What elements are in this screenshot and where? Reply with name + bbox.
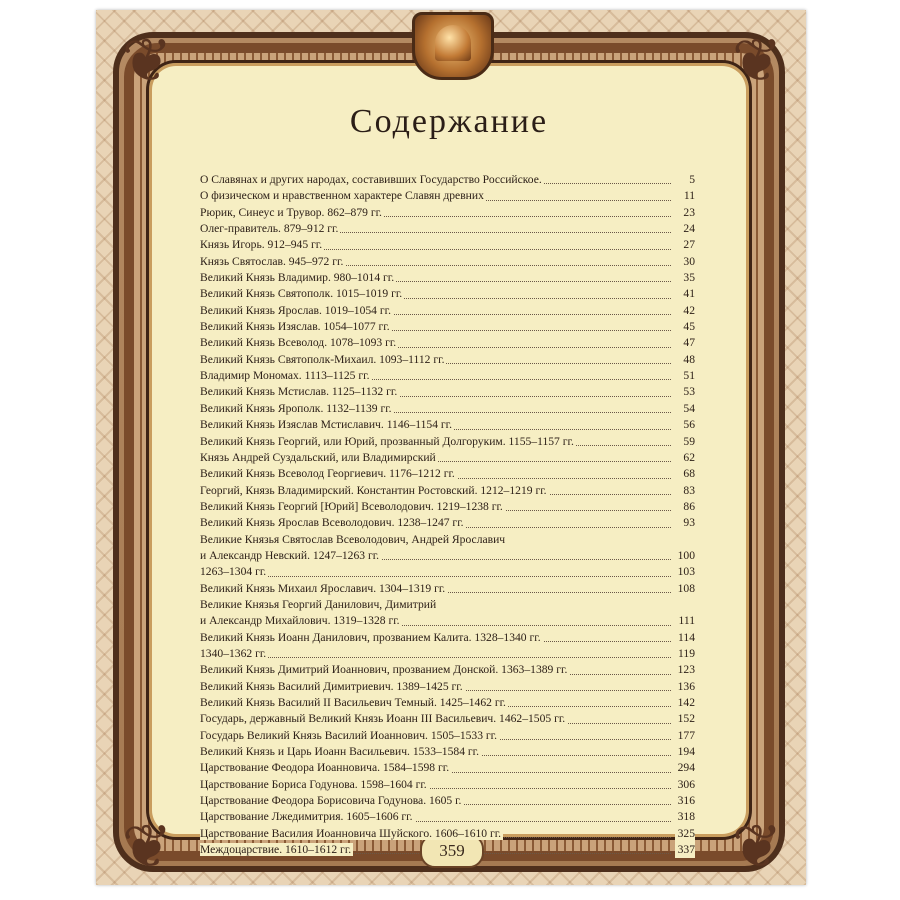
toc-entry[interactable] [200, 237, 695, 253]
toc-entry[interactable] [200, 434, 695, 450]
toc-entry-page: 103 [675, 564, 695, 580]
toc-entry[interactable] [200, 777, 695, 793]
toc-entry-page: 337 [675, 842, 695, 858]
toc-entry-page: 86 [680, 499, 695, 515]
toc-entry-title: Великие Князья Георгий Данилович, Димитрий [200, 597, 437, 611]
toc-entry-title: О Славянах и других народах, составивших Государство Российское. [200, 173, 542, 186]
toc-entry-title: Владимир Мономах. 1113–1125 гг. [200, 369, 370, 383]
toc-entry-title: Царствование Василия Иоанновича Шуйского. 1606–1610 гг. [200, 826, 502, 840]
toc-entry-title: Великие Князья Святослав Всеволодович, Андрей Ярославич [200, 532, 506, 546]
toc-entry[interactable] [200, 335, 695, 351]
toc-entry-title: Великий Князь Ярослав Всеволодович. 1238–1247 гг. [200, 516, 464, 530]
toc-entry-page: 42 [680, 303, 695, 319]
toc-entry-title: Государь Великий Князь Василий Иоаннович. 1505–1533 гг. [200, 728, 498, 742]
toc-entry-page: 35 [680, 270, 695, 286]
toc-entry[interactable] [200, 679, 695, 695]
toc-entry[interactable] [200, 793, 695, 809]
toc-entry-page: 45 [680, 319, 695, 335]
toc-entry-title: Царствование Бориса Годунова. 1598–1604 гг. [200, 777, 427, 791]
toc-entry-title: Великий Князь Мстислав. 1125–1132 гг. [200, 385, 398, 399]
toc-entry-page: 11 [681, 188, 695, 204]
toc-entry-title: Великий Князь Всеволод Георгиевич. 1176–1212 гг. [200, 467, 455, 481]
toc-entry-title: Великий Князь Ярослав. 1019–1054 гг. [200, 303, 391, 317]
toc-entry[interactable] [200, 417, 695, 433]
corner-ornament-icon: ❦ [731, 28, 783, 94]
toc-entry[interactable] [200, 499, 695, 515]
toc-entry[interactable] [200, 221, 695, 237]
toc-entry-title: Великий Князь и Царь Иоанн Васильевич. 1533–1584 гг. [200, 745, 479, 759]
toc-entry-title: Великий Князь Михаил Ярославич. 1304–1319 гг. [200, 581, 446, 595]
toc-entry[interactable] [200, 188, 695, 204]
toc-entry[interactable] [200, 368, 695, 384]
page-number: 359 [420, 834, 484, 868]
toc-entry-page: 123 [675, 662, 695, 678]
toc-entry-page: 41 [680, 286, 695, 302]
toc-entry-title: Рюрик, Синеус и Трувор. 862–879 гг. [200, 205, 382, 219]
toc-entry[interactable] [200, 695, 695, 711]
toc-entry-title: Государь, державный Великий Князь Иоанн III Васильевич. 1462–1505 гг. [200, 712, 566, 726]
toc-entry-page: 54 [680, 401, 695, 417]
toc-entry-page: 5 [686, 172, 695, 188]
church-dome-icon [435, 25, 471, 61]
toc-entry[interactable] [200, 384, 695, 400]
toc-entry-page: 23 [680, 205, 695, 221]
toc-entry-page: 142 [675, 695, 695, 711]
toc-entry[interactable] [200, 809, 695, 825]
toc-entry-page: 152 [675, 711, 695, 727]
toc-entry[interactable] [200, 401, 695, 417]
toc-entry-page: 59 [680, 434, 695, 450]
toc-entry-title: Великий Князь Димитрий Иоаннович, прозванием Донской. 1363–1389 гг. [200, 663, 568, 677]
toc-entry-title: Царствование Лжедимитрия. 1605–1606 гг. [200, 810, 413, 824]
toc-entry[interactable] [200, 450, 695, 466]
toc-entry-title: Великий Князь Владимир. 980–1014 гг. [200, 271, 395, 285]
toc-entry-page: 30 [680, 254, 695, 270]
toc-entry[interactable] [200, 548, 695, 564]
toc-entry[interactable] [200, 613, 695, 629]
toc-entry-page: 114 [675, 630, 695, 646]
toc-entry[interactable] [200, 662, 695, 678]
toc-entry[interactable] [200, 597, 695, 613]
toc-entry-title: Великий Князь Всеволод. 1078–1093 гг. [200, 336, 397, 350]
toc-entry[interactable] [200, 744, 695, 760]
toc-entry[interactable] [200, 515, 695, 531]
toc-entry[interactable] [200, 760, 695, 776]
corner-ornament-icon: ❦ [731, 814, 783, 880]
toc-entry[interactable] [200, 352, 695, 368]
toc-entry-page: 119 [675, 646, 695, 662]
toc-entry-page: 47 [680, 335, 695, 351]
toc-entry[interactable] [200, 205, 695, 221]
toc-entry-page: 177 [675, 728, 695, 744]
toc-entry-title: Князь Андрей Суздальский, или Владимирский [200, 450, 436, 464]
toc-entry-page: 27 [680, 237, 695, 253]
toc-entry[interactable] [200, 483, 695, 499]
toc-entry-title: Великий Князь Святополк-Михаил. 1093–1112 гг. [200, 352, 445, 366]
toc-entry[interactable] [200, 466, 695, 482]
top-medallion-icon [412, 12, 494, 80]
toc-entry-page: 56 [680, 417, 695, 433]
toc-entry-title: Междоцарствие. 1610–1612 гг. [200, 843, 352, 857]
toc-entry[interactable] [200, 270, 695, 286]
toc-entry-page: 318 [675, 809, 695, 825]
toc-entry-page: 108 [675, 581, 695, 597]
corner-ornament-icon: ❦ [121, 814, 173, 880]
toc-entry[interactable] [200, 532, 695, 548]
toc-entry[interactable] [200, 564, 695, 580]
toc-entry-title: и Александр Невский. 1247–1263 гг. [200, 548, 380, 562]
toc-entry-page: 111 [675, 613, 695, 629]
toc-entry[interactable] [200, 254, 695, 270]
toc-entry-page: 294 [675, 760, 695, 776]
page-title: Содержание [349, 103, 549, 140]
toc-entry-title: Великий Князь Василий II Васильевич Темный. 1425–1462 гг. [200, 696, 506, 709]
toc-entry-page: 24 [680, 221, 695, 237]
toc-entry[interactable] [200, 172, 695, 188]
toc-entry-title: Великий Князь Ярополк. 1132–1139 гг. [200, 401, 392, 415]
toc-entry-title: и Александр Михайлович. 1319–1328 гг. [200, 614, 400, 628]
toc-entry-page: 100 [675, 548, 695, 564]
toc-entry-page: 48 [680, 352, 695, 368]
toc-entry-page: 194 [675, 744, 695, 760]
toc-entry-title: Великий Князь Василий Димитриевич. 1389–1425 гг. [200, 679, 463, 693]
toc-entry[interactable] [200, 711, 695, 727]
toc-entry-page: 83 [680, 483, 695, 499]
toc-entry[interactable] [200, 630, 695, 646]
toc-entry-title: 1263–1304 гг. [200, 565, 267, 579]
toc-entry-title: Князь Игорь. 912–945 гг. [200, 238, 323, 252]
toc-entry-title: Князь Святослав. 945–972 гг. [200, 254, 344, 268]
toc-entry-title: Георгий, Князь Владимирский. Константин Ростовский. 1212–1219 гг. [200, 483, 547, 497]
toc-entry-title: Великий Князь Георгий [Юрий] Всеволодович. 1219–1238 гг. [200, 499, 503, 513]
toc-entry-title: 1340–1362 гг. [200, 646, 267, 660]
toc-entry-title: Олег-правитель. 879–912 гг. [200, 222, 339, 236]
toc-entry-title: Великий Князь Изяслав. 1054–1077 гг. [200, 320, 390, 334]
toc-entry-title: Великий Князь Святополк. 1015–1019 гг. [200, 287, 403, 301]
toc-entry-title: Великий Князь Иоанн Данилович, прозванием Калита. 1328–1340 гг. [200, 630, 541, 644]
toc-entry[interactable] [200, 581, 695, 597]
toc-entry[interactable] [200, 286, 695, 302]
toc-entry[interactable] [200, 646, 695, 662]
toc-entry-title: Царствование Феодора Борисовича Годунова. 1605 г. [200, 794, 462, 808]
toc-entry[interactable] [200, 303, 695, 319]
toc-entry-page: 53 [680, 384, 695, 400]
toc-entry[interactable] [200, 319, 695, 335]
toc-entry-page: 136 [675, 679, 695, 695]
toc-entry-title: О физическом и нравственном характере Славян древних [200, 189, 484, 203]
toc-entry-page: 306 [675, 777, 695, 793]
toc-entry-page: 62 [680, 450, 695, 466]
toc-entry-page: 51 [680, 368, 695, 384]
toc-entry-title: Великий Князь Изяслав Мстиславич. 1146–1154 гг. [200, 418, 452, 432]
corner-ornament-icon: ❦ [121, 28, 173, 94]
toc-entry-page: 68 [680, 466, 695, 482]
toc-entry-title: Великий Князь Георгий, или Юрий, прозванный Долгоруким. 1155–1157 гг. [200, 434, 574, 448]
toc-entry-page: 93 [680, 515, 695, 531]
table-of-contents [200, 172, 695, 858]
toc-entry[interactable] [200, 728, 695, 744]
toc-entry-title: Царствование Феодора Иоанновича. 1584–1598 гг. [200, 761, 450, 775]
toc-entry-page: 325 [675, 826, 695, 842]
toc-entry[interactable] [200, 826, 695, 842]
toc-entry-page: 316 [675, 793, 695, 809]
